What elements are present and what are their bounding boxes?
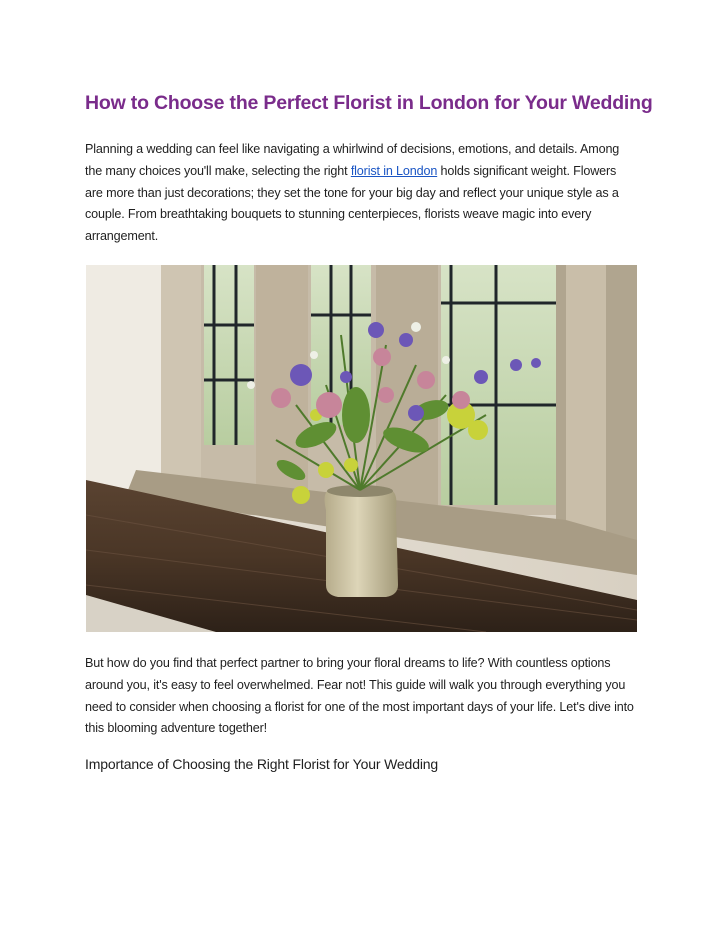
florist-in-london-link[interactable]: florist in London — [350, 163, 438, 178]
intro-text-after-link: holds significant weight. Flowers are more than just decorations; they set the tone for your big day and reflect your unique style as a couple. From breathtaking bouquets to stunning centerpieces, florists weave magic into every arrangement. — [85, 163, 619, 244]
flower-vase-photo — [86, 265, 637, 632]
body-paragraph: But how do you find that perfect partner to bring your floral dreams to life? With countless options around you, it's easy to feel overwhelmed. Fear not! This guide will walk you through everything you need to consider when choosing a florist for one of the most important days of your life. Let's dive into this blooming adventure together! — [85, 656, 634, 736]
section-heading: Importance of Choosing the Right Florist for Your Wedding — [85, 756, 439, 772]
article-title: How to Choose the Perfect Florist in London for Your Wedding — [85, 92, 653, 114]
intro-paragraph — [85, 139, 637, 248]
intro-text-before-link: Planning a wedding can feel like navigating a whirlwind of decisions, emotions, and details. Among the many choices you'll make, selecting the right — [85, 142, 620, 178]
